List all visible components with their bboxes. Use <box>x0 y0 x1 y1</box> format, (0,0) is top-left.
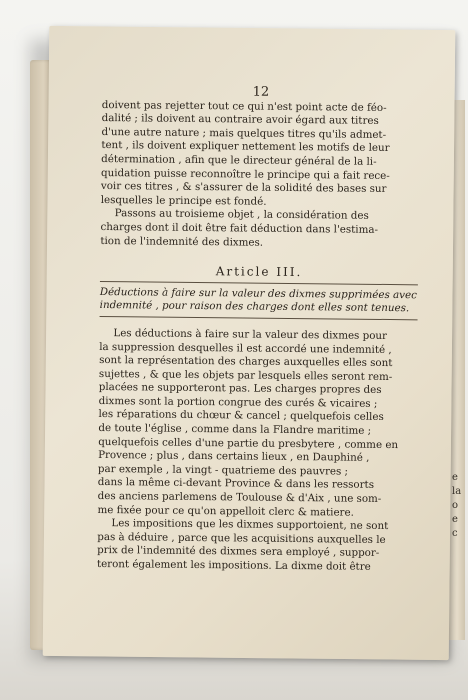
text-line: dalité ; ils doivent au contraire avoir égard aux titres <box>101 112 379 128</box>
paragraph-2 <box>100 207 418 251</box>
text-line: des anciens parlemens de Toulouse & d'Aix , une som- <box>97 490 382 505</box>
text-line: tion de l'indemnité des dixmes. <box>100 234 264 249</box>
heading-rule <box>100 281 418 285</box>
text-line: teront également les impositions. La dixme doit être <box>96 557 371 573</box>
text-line: Provence ; plus , dans certains lieux , en Dauphiné , <box>98 449 370 465</box>
text-line: pas à déduire , parce que les acquisitions auxquelles le <box>97 530 386 546</box>
page-text <box>97 84 420 575</box>
text-line: quidation puisse reconnoître le principe qui a fait rece- <box>101 166 390 182</box>
right-page-fragment: c <box>452 528 458 539</box>
right-page-fragment: o <box>452 500 459 511</box>
text-line: me fixée pour ce qu'on appelloit clerc & matiere. <box>97 503 354 519</box>
text-line: Déductions à faire sur la valeur des dixmes supprimées avec <box>99 285 417 302</box>
text-line: sujettes , & que les objets par lesquels elles seront rem- <box>98 367 393 383</box>
page-number: 12 <box>252 84 270 100</box>
text-line: Les impositions que les dixmes supportoient, ne sont <box>111 517 389 533</box>
text-line: Les déductions à faire sur la valeur des dixmes pour <box>113 327 388 342</box>
heading-rule <box>100 316 418 320</box>
text-line: lesquelles le principe est fondé. <box>100 193 267 208</box>
text-line: doivent pas rejetter tout ce qui n'est point acte de féo- <box>101 98 387 114</box>
text-line: dans la même ci-devant Province & dans les ressorts <box>97 476 375 492</box>
text-line: voir ces titres , & s'assurer de la solidité des bases sur <box>100 180 387 196</box>
right-page-fragment: e <box>452 472 458 483</box>
right-page-fragment: la <box>452 486 462 497</box>
text-line: placées ne supporteront pas. Les charges propres des <box>98 381 382 397</box>
text-line: indemnité , pour raison des charges dont elles sont tenues. <box>99 299 410 315</box>
text-line: par exemple , la vingt - quatrieme des pauvres ; <box>97 462 349 478</box>
text-line: de toute l'église , comme dans la Flandre maritime ; <box>98 422 372 437</box>
article-subtitle <box>100 286 418 317</box>
text-line: quelquefois celles d'une partie du presbytere , comme en <box>98 435 399 451</box>
text-line: les réparations du chœur & cancel ; quelquefois celles <box>98 408 384 424</box>
text-line: charges dont il doit être fait déduction dans l'estima- <box>100 220 379 236</box>
text-line: prix de l'indemnité des dixmes sera employé , suppor- <box>97 544 380 560</box>
article-heading: Article III. <box>215 264 303 280</box>
text-line: dixmes sont la portion congrue des curés & vicaires ; <box>98 394 378 410</box>
text-line: sont la représentation des charges auxquelles elles sont <box>99 354 393 370</box>
text-line: détermination , afin que le directeur général de la li- <box>101 152 377 168</box>
text-line: la suppression desquelles il est accordé une indemnité , <box>99 340 392 356</box>
paragraph-3 <box>97 327 417 521</box>
paragraph-1 <box>101 99 420 211</box>
text-line: Passons au troisieme objet , la considération des <box>114 207 369 223</box>
right-page-fragment: e <box>452 514 458 525</box>
text-line: tent , ils doivent expliquer nettement les motifs de leur <box>101 139 390 155</box>
paragraph-4 <box>97 517 416 575</box>
text-line: d'une autre nature ; mais quelques titres qu'ils admet- <box>101 125 387 141</box>
